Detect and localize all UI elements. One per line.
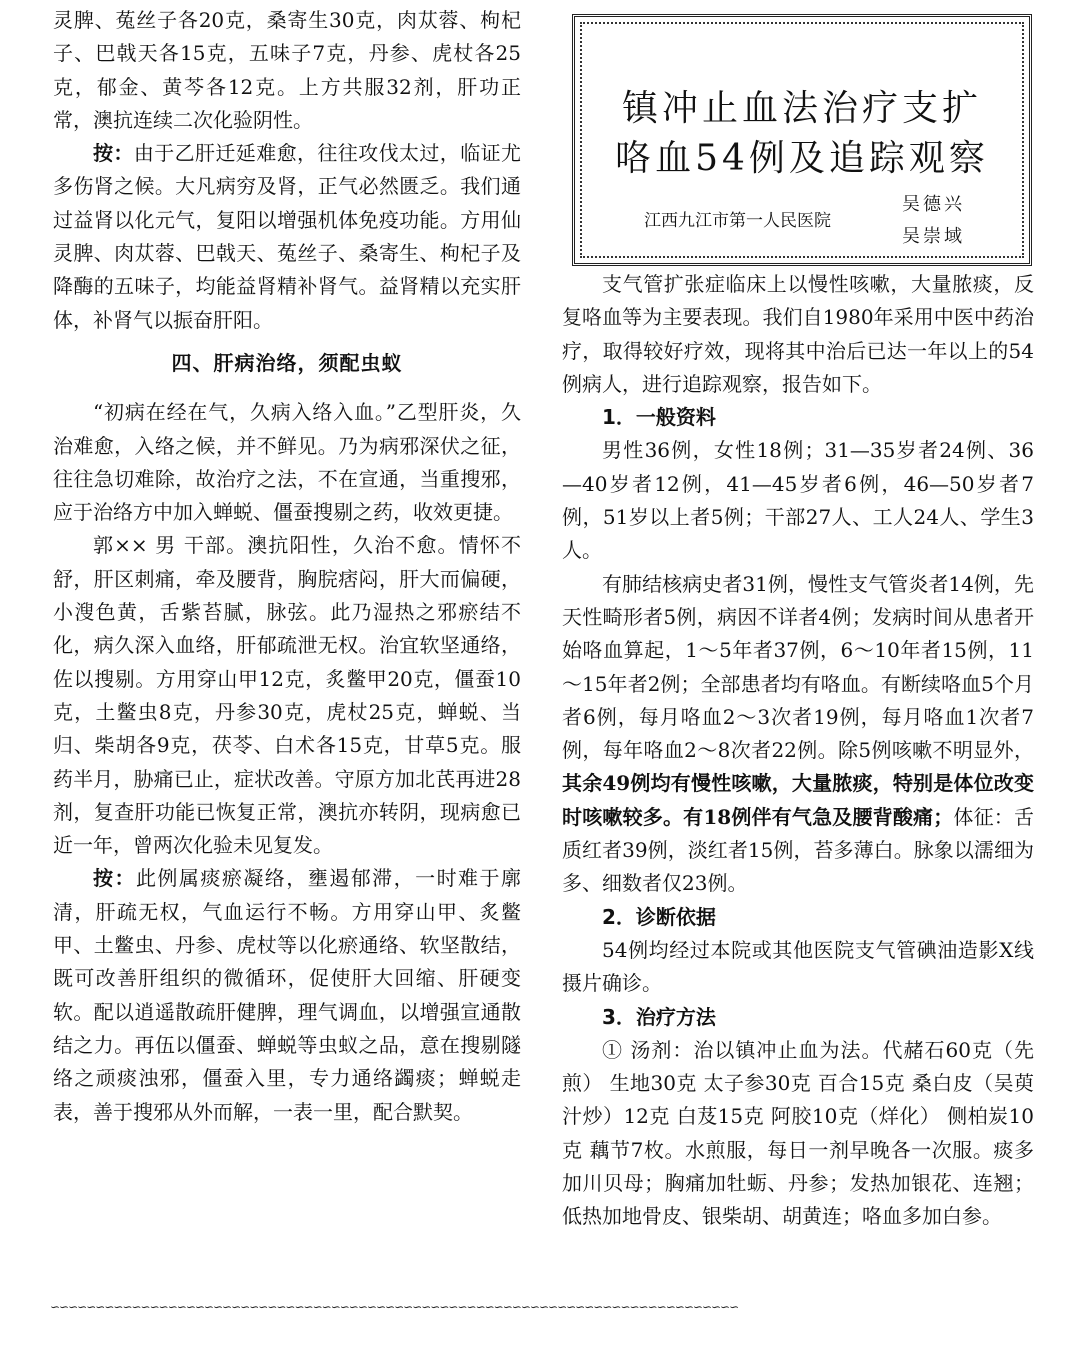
paragraph-herbs-continued: 灵脾、菟丝子各20克，桑寄生30克，肉苁蓉、枸杞子、巴戟天各15克，五味子7克，丹参、虎杖各25克，郁金、黄芩各12克。上方共服32剂，肝功正常，澳抗连续二次化验阴性。 — [53, 8, 521, 132]
divider-pattern: ∽∽∽∽∽∽∽∽∽∽∽∽∽∽∽∽∽∽∽∽∽∽∽∽∽∽∽∽∽∽∽∽∽∽∽∽∽∽∽∽∽∽∽∽∽∽∽∽∽∽∽∽∽∽∽∽∽∽∽∽∽∽∽∽∽∽∽∽∽∽∽∽∽∽∽∽ — [50, 1300, 739, 1314]
commentary-label: 按： — [93, 866, 136, 891]
paragraph-patient-history — [562, 568, 1034, 901]
commentary-label: 按： — [93, 141, 134, 166]
section-heading-diagnosis: 2．诊断依据 — [602, 904, 716, 929]
article-title-box — [572, 14, 1032, 266]
author-name-2: 吴崇域 — [902, 226, 965, 247]
history-text-signs: 体征：舌质红者39例，淡红者15例，苔多薄白。脉象以濡细为多、细数者仅23例。 — [562, 804, 1034, 896]
commentary-text: 由于乙肝迁延难愈，往往攻伐太过，临证尤多伤肾之候。大凡病穷及肾，正气必然匮乏。我们通过益肾以化元气，复阳以增强机体免疫功能。方用仙灵脾、肉苁蓉、巴戟天、菟丝子、桑寄生、枸杞子及降酶的五味子，均能益肾精补肾气。益肾精以充实肝体，补肾气以振奋肝阳。 — [53, 141, 522, 332]
author-affiliation: 江西九江市第一人民医院 — [644, 211, 831, 231]
article-title-line-1: 镇冲止血法治疗支扩 — [621, 88, 982, 129]
paragraph-collateral-theory: “初病在经在气，久病入络入血。”乙型肝炎，久治难愈，入络之候，并不鲜见。乃为病邪深伏之征，往往急切难除，故治疗之法，不在宣通，当重搜邪，应于治络方中加入蝉蜕、僵蚕搜剔之药，收效更捷。 — [53, 400, 521, 525]
article-title-line-2: 咯血54例及追踪观察 — [615, 138, 989, 179]
article-intro: 支气管扩张症临床上以慢性咳嗽，大量脓痰，反复咯血等为主要表现。我们自1980年采用中医中药治疗，取得较好疗效，现将其中治后已达一年以上的54例病人，进行追踪观察，报告如下。 — [562, 272, 1034, 396]
paragraph-treatment: ① 汤剂：治以镇冲止血为法。代赭石60克（先煎） 生地30克 太子参30克 百合15克 桑白皮（吴萸汁炒）12克 白芨15克 阿胶10克（烊化） 侧柏炭10克 藕节7枚。水煎服，每日一剂早晚各一次服。痰多加川贝母；胸痛加牡蛎、丹参；发热加银花、连翘；低热加地骨皮、银柴胡、胡黄连；咯血多加白参。 — [562, 1037, 1034, 1229]
history-text: 有肺结核病史者31例，慢性支气管炎者14例，先天性畸形者5例，病因不详者4例；发病时间从患者开始咯血算起，1～5年者37例，6～10年者15例，11～15年者2例；全部患者均有咯血。有断续咯血5个月者6例，每月咯血2～3次者19例，每月咯血1次者7例，每年咯血2～8次者22例。除5例咳嗽不明显外， — [562, 571, 1034, 763]
section-heading-4: 四、肝病治络，须配虫蚁 — [171, 350, 403, 375]
commentary-text: 此例属痰瘀凝络，壅遏郁滞，一时难于廓清，肝疏无权，气血运行不畅。方用穿山甲、炙鳖甲、土鳖虫、丹参、虎杖等以化瘀通络、软坚散结，既可改善肝组织的微循环，促使肝大回缩、肝硬变软。配以逍遥散疏肝健脾，理气调血，以增强宣通散结之力。再伍以僵蚕、蝉蜕等虫蚁之品，意在搜剔隧络之顽痰浊邪，僵蚕入里，专力通络蠲痰；蝉蜕走表，善于搜邪从外而解，一表一里，配合默契。 — [53, 866, 522, 1124]
section-heading-general-data: 1．一般资料 — [602, 405, 716, 430]
commentary-paragraph-1 — [53, 137, 521, 337]
ornamental-divider — [50, 1300, 739, 1314]
commentary-paragraph-2 — [53, 862, 521, 1128]
right-column — [562, 268, 1034, 1234]
paragraph-diagnosis: 54例均经过本院或其他医院支气管碘油造影X线摄片确诊。 — [562, 937, 1034, 996]
paragraph-patient-demographics: 男性36例，女性18例；31—35岁者24例、36—40岁者12例，41—45岁者6例，46—50岁者7例，51岁以上者5例；干部27人、工人24人、学生3人。 — [562, 438, 1034, 563]
history-text-emphasis: 其余49例均有慢性咳嗽，大量脓痰，特别是体位改变时咳嗽较多。有18例伴有气急及腰背酸痛； — [562, 771, 1034, 829]
section-heading-treatment: 3．治疗方法 — [602, 1004, 716, 1029]
author-name-1: 吴德兴 — [902, 194, 965, 215]
paragraph-case-report: 郭×× 男 干部。澳抗阳性，久治不愈。情怀不舒，肝区刺痛，牵及腰背，胸脘痞闷，肝大而偏硬，小溲色黄，舌紫苔腻，脉弦。此乃湿热之邪瘀结不化，病久深入血络，肝郁疏泄无权。治宜软坚通络，佐以搜剔。方用穿山甲12克，炙鳖甲20克，僵蚕10克，土鳖虫8克，丹参30克，虎杖25克，蝉蜕、当归、柴胡各9克，茯苓、白术各15克，甘草5克。服药半月，胁痛已止，症状改善。守原方加北芪再进28剂，复查肝功能已恢复正常，澳抗亦转阴，现病愈已近一年，曾两次化验未见复发。 — [53, 533, 521, 858]
left-column — [53, 4, 521, 1129]
